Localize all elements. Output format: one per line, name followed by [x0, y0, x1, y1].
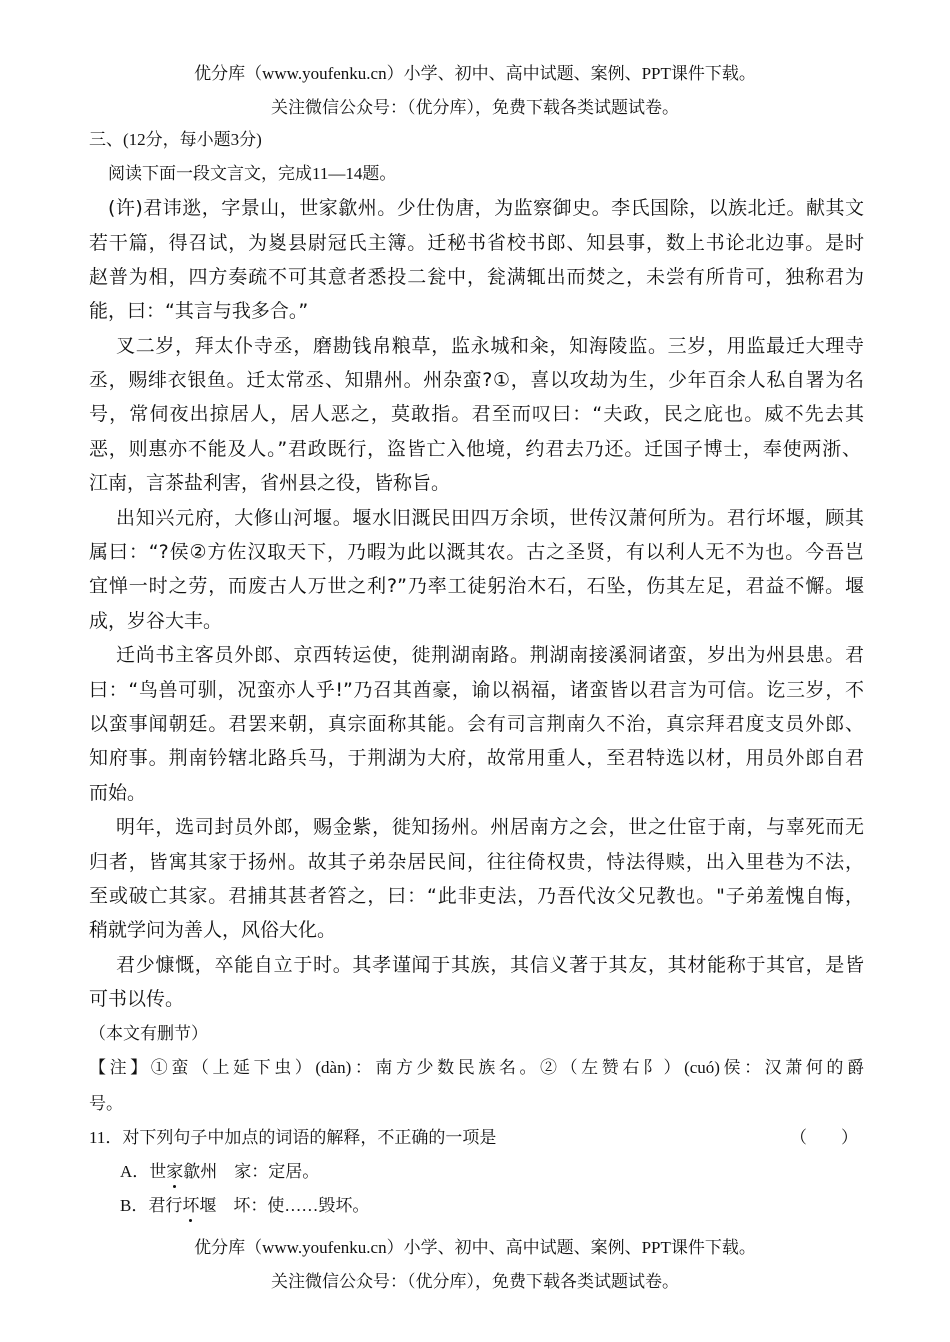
option-label: B． [120, 1196, 149, 1215]
footer-line-1: 优分库（www.youfenku.cn）小学、初中、高中试题、案例、PPT课件下载。 [194, 1238, 756, 1257]
passage-line: 归者，皆寓其家于扬州。故其子弟杂居民间，往往倚权贵，恃法得赎，出入里巷为不法， [89, 851, 864, 873]
passage-line: 至或破亡其家。君捕其甚者笞之，曰：“此非吏法，乃吾代汝父兄教也。"子弟羞愧自悔， [89, 885, 864, 907]
passage-line: 能，曰：“其言与我多合。” [89, 300, 309, 322]
annotation-line-1: 【注】①蛮（上延下虫）(dàn)：南方少数民族名。②（左赞右阝）(cuó)侯：汉萧何的爵 [89, 1058, 864, 1077]
option-b [120, 1194, 369, 1218]
passage-line: 出知兴元府，大修山河堰。堰水旧溉民田四万余顷，世传汉萧何所为。君行坏堰，顾其 [116, 507, 864, 529]
footer-line-2: 关注微信公众号：（优分库），免费下载各类试题试卷。 [271, 1272, 679, 1291]
passage-line: 而始。 [89, 782, 147, 804]
passage-line: 君少慷慨，卒能自立于时。其孝谨闻于其族，其信义著于其友，其材能称于其官，是皆 [116, 954, 864, 976]
passage-line: 曰：“鸟兽可驯，况蛮亦人乎!”乃召其酋豪，谕以祸福，诸蛮皆以君言为可信。讫三岁，不 [89, 679, 864, 701]
option-text-post: 堰 [199, 1196, 217, 1215]
option-a [120, 1160, 319, 1184]
passage-line: 成，岁谷大丰。 [89, 610, 223, 632]
passage-line: 可书以传。 [89, 988, 185, 1010]
header-line-1: 优分库（www.youfenku.cn）小学、初中、高中试题、案例、PPT课件下载。 [194, 64, 756, 83]
option-text-pre: 世 [149, 1162, 167, 1181]
option-gloss: 家：定居。 [234, 1162, 320, 1181]
dotted-word: 坏 [182, 1196, 200, 1215]
passage-line: 赵普为相，四方奏疏不可其意者悉投二瓮中，瓮满辄出而焚之，未尝有所肯可，独称君为 [89, 266, 864, 288]
dotted-word: 家 [166, 1162, 184, 1181]
passage-line: 明年，选司封员外郎，赐金紫，徙知扬州。州居南方之会，世之仕宦于南，与辜死而无 [116, 816, 864, 838]
section-title: 三、(12分，每小题3分) [89, 130, 262, 149]
question-text: 对下列句子中加点的词语的解释，不正确的一项是 [122, 1128, 497, 1147]
passage-line: 属曰：“?侯②方佐汉取天下，乃暇为此以溉其农。古之圣贤，有以利人无不为也。今吾岂 [89, 541, 864, 563]
question-11 [89, 1126, 496, 1150]
passage-line: 丞，赐绯衣银鱼。迁太常丞、知鼎州。州杂蛮?①，喜以攻劫为生，少年百余人私自署为名 [89, 369, 864, 391]
section-instruction: 阅读下面一段文言文，完成11—14题。 [108, 164, 397, 183]
passage-line: 叉二岁，拜太仆寺丞，磨勘钱帛粮草，监永城和籴，知海陵监。三岁，用监最迁大理寺 [116, 335, 864, 357]
option-text-post: 歙州 [183, 1162, 218, 1181]
option-gloss: 坏：使……毁坏。 [233, 1196, 370, 1215]
deletion-note: （本文有删节） [89, 1024, 208, 1043]
passage-line: 恶，则惠亦不能及人。”君政既行，盗皆亡入他境，约君去乃还。迁国子博士，奉使两浙、 [89, 438, 861, 460]
passage-line: 以蛮事闻朝廷。君罢来朝，真宗面称其能。会有司言荆南久不治，真宗拜君度支员外郎、 [89, 713, 864, 735]
passage-line: 号，常伺夜出掠居人，居人恶之，莫敢指。君至而叹曰：“夫政，民之庇也。威不先去其 [89, 403, 864, 425]
option-label: A． [120, 1162, 150, 1181]
option-text-pre: 君行 [148, 1196, 183, 1215]
question-number: 11． [89, 1128, 123, 1147]
answer-bracket: （ ） [790, 1128, 858, 1147]
passage-line: 迁尚书主客员外郎、京西转运使，徙荆湖南路。荆湖南接溪洞诸蛮，岁出为州县患。君 [116, 644, 864, 666]
header-line-2: 关注微信公众号：（优分库），免费下载各类试题试卷。 [271, 98, 679, 117]
passage-line: 宜惮一时之劳，而废古人万世之利?”乃率工徒躬治木石，石坠，伤其左足，君益不懈。堰 [89, 575, 864, 597]
passage-line: 稍就学问为善人，风俗大化。 [89, 919, 337, 941]
passage-line: (许)君讳逖，字景山，世家歙州。少仕伪唐，为监察御史。李氏国除，以族北迁。献其文 [108, 197, 864, 219]
passage-line: 若干篇，得召试，为嵏县尉冠氏主簿。迁秘书省校书郎、知县事，数上书论北边事。是时 [89, 232, 864, 254]
passage-line: 知府事。荆南钤辖北路兵马，于荆湖为大府，故常用重人，至君特选以材，用员外郎自君 [89, 747, 864, 769]
passage-line: 江南，言茶盐利害，省州县之役，皆称旨。 [89, 472, 451, 494]
annotation-line-2: 号。 [89, 1094, 123, 1113]
